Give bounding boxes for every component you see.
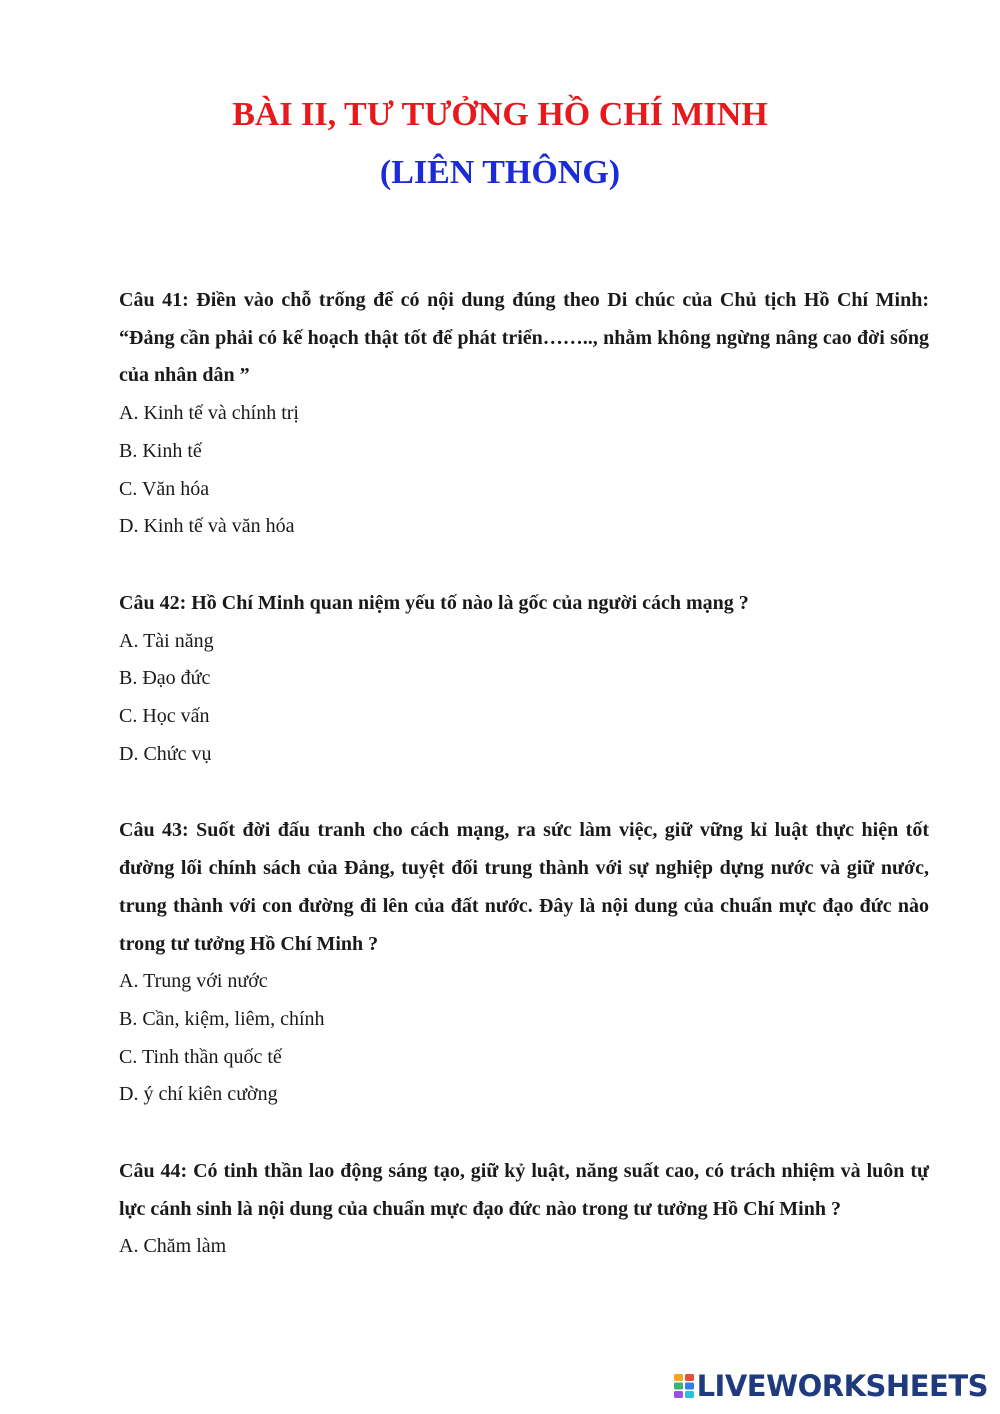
- question-44: [119, 1153, 929, 1266]
- option-a[interactable]: A. Trung với nước: [119, 970, 268, 993]
- question-text: Câu 41: Điền vào chỗ trống để có nội dung đúng theo Di chúc của Chủ tịch Hồ Chí Minh: “Đảng cần phải có kế hoạch thật tốt để phát triển…….., nhằm không ngừng nâng cao đời sống của nhân dân ”: [119, 289, 929, 387]
- page-title: BÀI II, TƯ TƯỞNG HỒ CHÍ MINH: [232, 96, 768, 133]
- question-text: Câu 43: Suốt đời đấu tranh cho cách mạng, ra sức làm việc, giữ vững kỉ luật thực hiện tốt đường lối chính sách của Đảng, tuyệt đối trung thành với sự nghiệp dựng nước và giữ nước, trung thành với con đường đi lên của đất nước. Đây là nội dung của chuẩn mực đạo đức nào trong tư tưởng Hồ Chí Minh ?: [119, 819, 929, 955]
- question-41: [119, 282, 929, 546]
- option-c[interactable]: C. Tinh thần quốc tế: [119, 1045, 282, 1068]
- option-c[interactable]: C. Học vấn: [119, 705, 210, 728]
- liveworksheets-logo-icon: [674, 1374, 694, 1398]
- option-b[interactable]: B. Đạo đức: [119, 667, 211, 690]
- option-c[interactable]: C. Văn hóa: [119, 477, 210, 500]
- option-a[interactable]: A. Kinh tế và chính trị: [119, 402, 299, 425]
- question-42: [119, 585, 929, 774]
- option-a[interactable]: A. Chăm làm: [119, 1235, 227, 1258]
- option-b[interactable]: B. Kinh tế: [119, 439, 202, 462]
- question-43: [119, 812, 929, 1114]
- option-a[interactable]: A. Tài năng: [119, 629, 214, 652]
- liveworksheets-watermark: [674, 1368, 988, 1404]
- option-b[interactable]: B. Cần, kiệm, liêm, chính: [119, 1007, 325, 1030]
- option-d[interactable]: D. Kinh tế và văn hóa: [119, 515, 295, 538]
- page-subtitle: (LIÊN THÔNG): [379, 154, 621, 191]
- option-d[interactable]: D. Chức vụ: [119, 742, 212, 765]
- question-text: Câu 44: Có tinh thần lao động sáng tạo, giữ kỷ luật, năng suất cao, có trách nhiệm và luôn tự lực cánh sinh là nội dung của chuẩn mực đạo đức nào trong tư tưởng Hồ Chí Minh ?: [119, 1160, 929, 1220]
- watermark-text: LIVEWORKSHEETS: [696, 1369, 988, 1403]
- question-text: Câu 42: Hồ Chí Minh quan niệm yếu tố nào là gốc của người cách mạng ?: [119, 591, 749, 614]
- question-list: [119, 282, 929, 1305]
- option-d[interactable]: D. ý chí kiên cường: [119, 1083, 278, 1106]
